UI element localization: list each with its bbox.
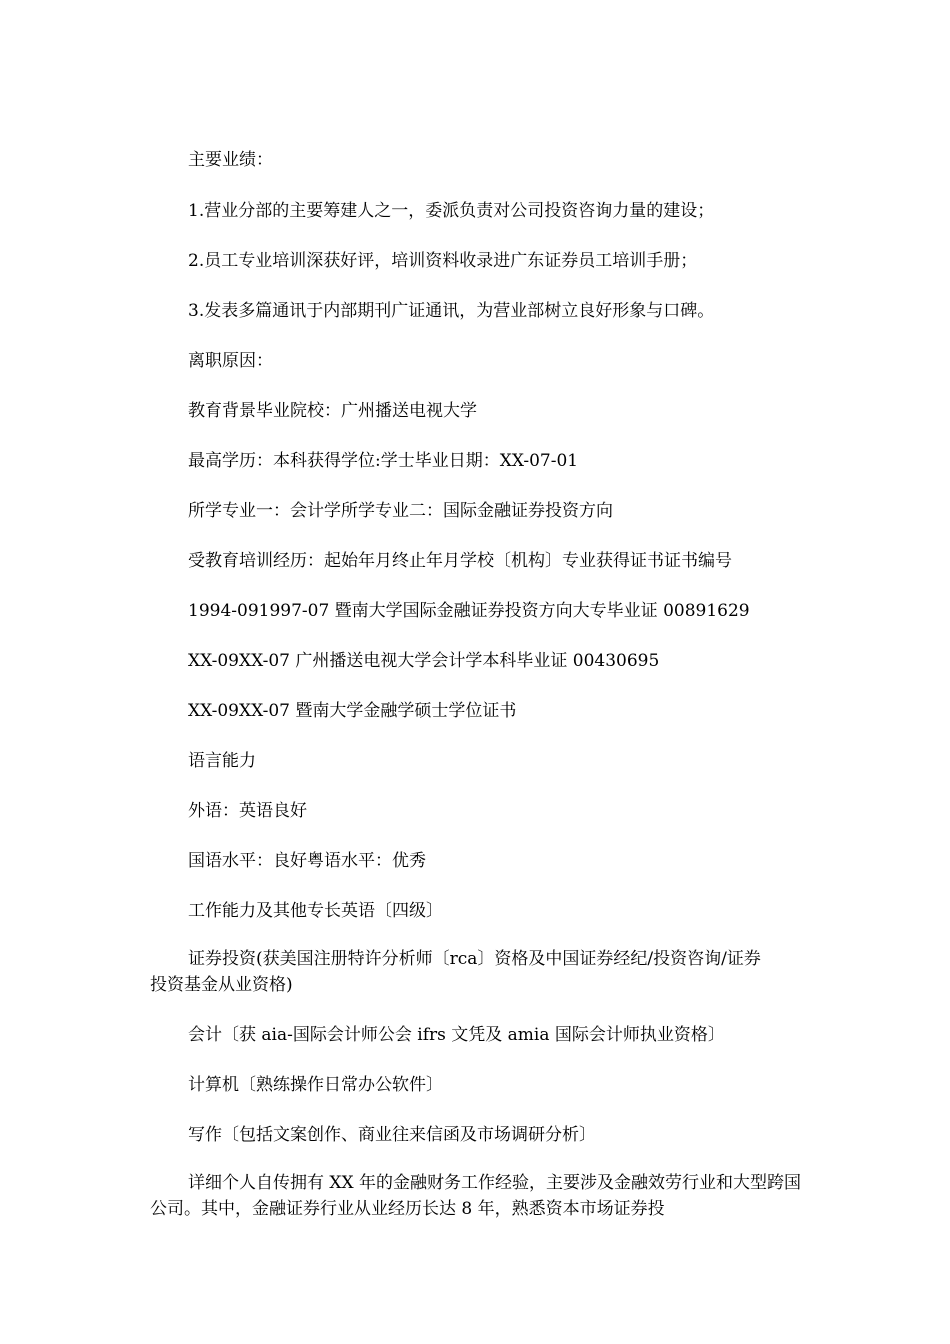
achievement-item: 3.发表多篇通讯于内部期刊广证通讯，为营业部树立良好形象与口碑。 bbox=[188, 301, 715, 321]
skill-securities: 证券投资(获美国注册特许分析师〔rca〕资格及中国证券经纪/投资咨询/证券投资基金从业资格) bbox=[150, 949, 761, 995]
section-heading-achievements: 主要业绩： bbox=[188, 150, 273, 170]
training-header: 受教育培训经历：起始年月终止年月学校〔机构〕专业获得证书证书编号 bbox=[188, 551, 732, 571]
achievement-item: 2.员工专业培训深获好评，培训资料收录进广东证券员工培训手册； bbox=[188, 251, 698, 271]
autobiography: 详细个人自传拥有 XX 年的金融财务工作经验，主要涉及金融效劳行业和大型跨国公司。其中，金融证券行业从业经历长达 8 年，熟悉资本市场证券投 bbox=[150, 1173, 802, 1219]
education-majors: 所学专业一：会计学所学专业二：国际金融证券投资方向 bbox=[188, 501, 613, 521]
section-heading-language: 语言能力 bbox=[188, 751, 256, 771]
language-mandarin-cantonese: 国语水平：良好粤语水平：优秀 bbox=[188, 851, 426, 871]
skill-accounting: 会计〔获 aia-国际会计师公会 ifrs 文凭及 amia 国际会计师执业资格〕 bbox=[188, 1025, 725, 1045]
education-school: 教育背景毕业院校：广州播送电视大学 bbox=[188, 401, 477, 421]
training-record: XX-09XX-07 广州播送电视大学会计学本科毕业证 00430695 bbox=[188, 651, 660, 671]
section-heading-leave-reason: 离职原因： bbox=[188, 351, 273, 371]
training-record: XX-09XX-07 暨南大学金融学硕士学位证书 bbox=[188, 701, 517, 721]
skill-writing: 写作〔包括文案创作、商业往来信函及市场调研分析〕 bbox=[188, 1125, 596, 1145]
language-foreign: 外语：英语良好 bbox=[188, 801, 307, 821]
skills-heading: 工作能力及其他专长英语〔四级〕 bbox=[188, 901, 443, 921]
education-degree: 最高学历：本科获得学位:学士毕业日期：XX-07-01 bbox=[188, 451, 579, 471]
achievement-item: 1.营业分部的主要筹建人之一，委派负责对公司投资咨询力量的建设； bbox=[188, 201, 715, 221]
skill-computer: 计算机〔熟练操作日常办公软件〕 bbox=[188, 1075, 443, 1095]
training-record: 1994-091997-07 暨南大学国际金融证券投资方向大专毕业证 00891629 bbox=[188, 601, 750, 621]
